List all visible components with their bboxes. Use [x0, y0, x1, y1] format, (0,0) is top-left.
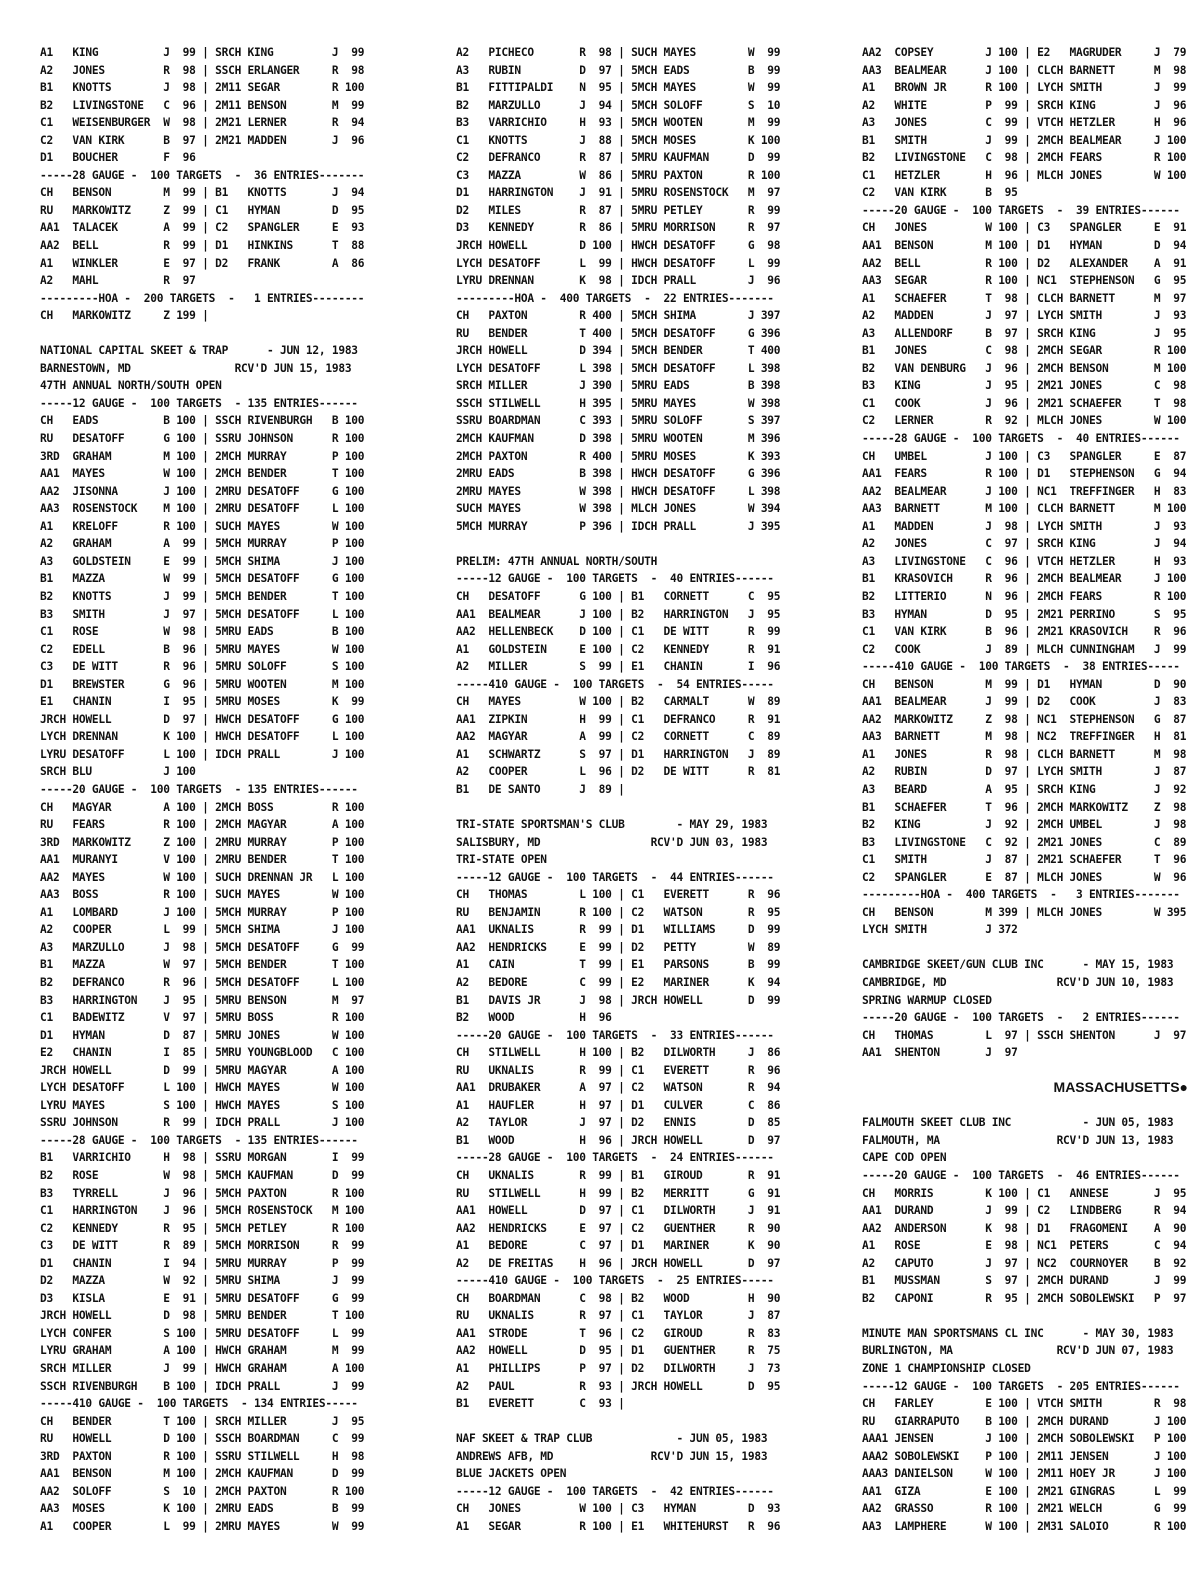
event-header-line: -----20 GAUGE - 100 TARGETS - 135 ENTRIES------: [40, 782, 358, 796]
result-row: A2 WHITE P 99 | SRCH KING J 96: [862, 98, 1187, 112]
event-header-line: -----28 GAUGE - 100 TARGETS - 36 ENTRIES-------: [40, 168, 365, 182]
result-row: A1 KRELOFF R 100 | SUCH MAYES W 100: [40, 519, 365, 533]
result-row: JRCH HOWELL D 99 | 5MRU MAGYAR A 100: [40, 1063, 365, 1077]
result-row: AA2 SOLOFF S 10 | 2MCH PAXTON R 100: [40, 1484, 365, 1498]
result-row: A1 WINKLER E 97 | D2 FRANK A 86: [40, 256, 365, 270]
result-row: D1 HYMAN D 87 | 5MRU JONES W 100: [40, 1028, 365, 1042]
result-row: LYCH SMITH J 372: [862, 923, 1018, 937]
result-row: C2 COOK J 89 | MLCH CUNNINGHAM J 99: [862, 642, 1187, 656]
result-row: B3 TYRRELL J 96 | 5MCH PAXTON R 100: [40, 1186, 365, 1200]
result-row: LYCH DESATOFF L 100 | HWCH MAYES W 100: [40, 1081, 365, 1095]
club-date-line: TRI-STATE SPORTSMAN'S CLUB - MAY 29, 1983: [456, 818, 768, 832]
result-row: JRCH HOWELL D 98 | 5MRU BENDER T 100: [40, 1309, 365, 1323]
result-row: RU STILWELL H 99 | B2 MERRITT G 91: [456, 1186, 781, 1200]
result-row: AA1 UKNALIS R 99 | D1 WILLIAMS D 99: [456, 923, 781, 937]
result-row: D2 MILES R 87 | 5MRU PETLEY R 99: [456, 203, 781, 217]
result-row: LYCH DRENNAN K 100 | HWCH DESATOFF L 100: [40, 730, 365, 744]
result-row: AA2 HENDRICKS E 97 | C2 GUENTHER R 90: [456, 1221, 781, 1235]
club-date-line: ANDREWS AFB, MD RCV'D JUN 15, 1983: [456, 1449, 768, 1463]
section-gap: [456, 799, 788, 817]
result-row: C3 DE WITT R 96 | 5MRU SOLOFF S 100: [40, 660, 365, 674]
result-row: CH MAYES W 100 | B2 CARMALT W 89: [456, 695, 781, 709]
result-row: B1 DE SANTO J 89 |: [456, 782, 625, 796]
result-row: C3 MAZZA W 86 | 5MRU PAXTON R 100: [456, 168, 781, 182]
result-row: C2 KENNEDY R 95 | 5MCH PETLEY R 100: [40, 1221, 365, 1235]
results-column-left: [40, 44, 386, 1535]
result-row: AA1 DRUBAKER A 97 | C2 WATSON R 94: [456, 1081, 781, 1095]
event-header-line: -----20 GAUGE - 100 TARGETS - 2 ENTRIES------: [862, 1011, 1180, 1025]
result-row: B1 DAVIS JR J 98 | JRCH HOWELL D 99: [456, 993, 781, 1007]
result-row: C1 HARRINGTON J 96 | 5MCH ROSENSTOCK M 100: [40, 1204, 365, 1218]
event-header-line: -----20 GAUGE - 100 TARGETS - 39 ENTRIES------: [862, 203, 1180, 217]
result-row: A2 JONES C 97 | SRCH KING J 94: [862, 537, 1187, 551]
result-row: C2 VAN KIRK B 97 | 2M21 MADDEN J 96: [40, 133, 365, 147]
result-row: B1 MUSSMAN S 97 | 2MCH DURAND J 99: [862, 1274, 1187, 1288]
result-row: AA1 ZIPKIN H 99 | C1 DEFRANCO R 91: [456, 712, 781, 726]
event-header-line: -----28 GAUGE - 100 TARGETS - 24 ENTRIES------: [456, 1151, 774, 1165]
result-row: D3 KISLA E 91 | 5MRU DESATOFF G 99: [40, 1291, 365, 1305]
result-row: AA2 COPSEY J 100 | E2 MAGRUDER J 79: [862, 46, 1187, 59]
result-row: D2 MAZZA W 92 | 5MRU SHIMA J 99: [40, 1274, 365, 1288]
result-row: B1 VARRICHIO H 98 | SSRU MORGAN I 99: [40, 1151, 365, 1165]
club-date-line: MINUTE MAN SPORTSMANS CL INC - MAY 30, 1983: [862, 1326, 1174, 1340]
section-gap: [862, 939, 1188, 957]
result-row: A1 COOPER L 99 | 2MRU MAYES W 99: [40, 1519, 365, 1533]
result-row: LYRU GRAHAM A 100 | HWCH GRAHAM M 99: [40, 1344, 365, 1358]
result-row: AA2 MAYES W 100 | SUCH DRENNAN JR L 100: [40, 870, 365, 884]
result-row: C2 DEFRANCO R 87 | 5MRU KAUFMAN D 99: [456, 151, 781, 165]
result-row: AA3 BOSS R 100 | SUCH MAYES W 100: [40, 888, 365, 902]
result-row: AA3 MOSES K 100 | 2MRU EADS B 99: [40, 1502, 365, 1516]
result-row: AA2 HENDRICKS E 99 | D2 PETTY W 89: [456, 940, 781, 954]
result-row: A2 JONES R 98 | SSCH ERLANGER R 98: [40, 63, 365, 77]
event-header-line: -----20 GAUGE - 100 TARGETS - 46 ENTRIES------: [862, 1169, 1180, 1182]
result-row: A2 BEDORE C 99 | E2 MARINER K 94: [456, 975, 781, 989]
result-row: B2 MARZULLO J 94 | 5MCH SOLOFF S 10: [456, 98, 781, 112]
section-gap: [862, 1097, 1188, 1115]
result-row: AA1 HOWELL D 97 | C1 DILWORTH J 91: [456, 1204, 781, 1218]
result-row: A1 SEGAR R 100 | E1 WHITEHURST R 96: [456, 1519, 781, 1533]
event-header-line: -----20 GAUGE - 100 TARGETS - 33 ENTRIES------: [456, 1028, 774, 1042]
result-row: A2 CAPUTO J 97 | NC2 COURNOYER B 92: [862, 1256, 1187, 1270]
result-row: LYRU MAYES S 100 | HWCH MAYES S 100: [40, 1098, 365, 1112]
result-row: SRCH MILLER J 390 | 5MRU EADS B 398: [456, 379, 781, 393]
result-row: B3 LIVINGSTONE C 92 | 2M21 JONES C 89: [862, 835, 1187, 849]
result-row: AA1 BEALMEAR J 99 | D2 COOK J 83: [862, 695, 1187, 709]
result-row: SSRU BOARDMAN C 393 | 5MRU SOLOFF S 397: [456, 414, 781, 428]
results-column-right: [862, 44, 1188, 1535]
result-row: SRCH BLU J 100: [40, 765, 196, 779]
result-row: CH PAXTON R 400 | 5MCH SHIMA J 397: [456, 309, 781, 323]
result-row: C1 BADEWITZ V 97 | 5MRU BOSS R 100: [40, 1011, 365, 1025]
result-row: SRCH MILLER J 99 | HWCH GRAHAM A 100: [40, 1362, 365, 1376]
result-row: A1 HAUFLER H 97 | D1 CULVER C 86: [456, 1098, 781, 1112]
result-row: A2 COOPER L 96 | D2 DE WITT R 81: [456, 765, 781, 779]
result-row: AA2 MARKOWITZ Z 98 | NC1 STEPHENSON G 87: [862, 712, 1187, 726]
result-row: AA1 FEARS R 100 | D1 STEPHENSON G 94: [862, 467, 1187, 481]
result-row: 2MRU MAYES W 398 | HWCH DESATOFF L 398: [456, 484, 781, 498]
result-row: AA1 BEALMEAR J 100 | B2 HARRINGTON J 95: [456, 607, 781, 621]
state-heading: MASSACHUSETTS●: [1053, 1079, 1188, 1096]
result-row: CAPE COD OPEN: [862, 1151, 947, 1165]
results-column-middle: [456, 44, 788, 1535]
result-row: D1 CHANIN I 94 | 5MRU MURRAY P 99: [40, 1256, 365, 1270]
result-row: AAA2 SOBOLEWSKI P 100 | 2M11 JENSEN J 100: [862, 1449, 1187, 1463]
result-row: B1 EVERETT C 93 |: [456, 1397, 625, 1411]
result-row: AA1 BENSON M 100 | 2MCH KAUFMAN D 99: [40, 1467, 365, 1481]
result-row: A2 GRAHAM A 99 | 5MCH MURRAY P 100: [40, 537, 365, 551]
result-row: A3 BEARD A 95 | SRCH KING J 92: [862, 782, 1187, 796]
result-row: B2 VAN DENBURG J 96 | 2MCH BENSON M 100: [862, 361, 1187, 375]
result-row: A3 JONES C 99 | VTCH HETZLER H 96: [862, 116, 1187, 130]
result-row: A3 MARZULLO J 98 | 5MCH DESATOFF G 99: [40, 940, 365, 954]
result-row: AA2 BELL R 100 | D2 ALEXANDER A 91: [862, 256, 1187, 270]
result-row: C1 COOK J 96 | 2M21 SCHAEFER T 98: [862, 396, 1187, 410]
result-row: JRCH HOWELL D 100 | HWCH DESATOFF G 98: [456, 239, 781, 253]
shoot-title: SPRING WARMUP CLOSED: [862, 993, 992, 1007]
result-row: RU MARKOWITZ Z 99 | C1 HYMAN D 95: [40, 203, 365, 217]
result-row: 3RD MARKOWITZ Z 100 | 2MRU MURRAY P 100: [40, 835, 365, 849]
shoot-title: TRI-STATE OPEN: [456, 853, 547, 867]
result-row: AA1 GIZA E 100 | 2M21 GINGRAS L 99: [862, 1484, 1187, 1498]
result-row: A1 BEDORE C 97 | D1 MARINER K 90: [456, 1239, 781, 1253]
result-row: C1 WEISENBURGER W 98 | 2M21 LERNER R 94: [40, 116, 365, 130]
result-row: A1 CAIN T 99 | E1 PARSONS B 99: [456, 958, 781, 972]
result-row: CH MAGYAR A 100 | 2MCH BOSS R 100: [40, 800, 365, 814]
result-row: RU DESATOFF G 100 | SSRU JOHNSON R 100: [40, 432, 365, 446]
result-row: LYCH CONFER S 100 | 5MRU DESATOFF L 99: [40, 1326, 365, 1340]
club-date-line: SALISBURY, MD RCV'D JUN 03, 1983: [456, 835, 768, 849]
result-row: E1 CHANIN I 95 | 5MRU MOSES K 99: [40, 695, 365, 709]
result-row: A1 LOMBARD J 100 | 5MCH MURRAY P 100: [40, 905, 365, 919]
result-row: A2 MADDEN J 97 | LYCH SMITH J 93: [862, 309, 1187, 323]
result-row: C1 KNOTTS J 88 | 5MCH MOSES K 100: [456, 133, 781, 147]
shoot-title: 47TH ANNUAL NORTH/SOUTH OPEN: [40, 379, 222, 393]
result-row: C2 LERNER R 92 | MLCH JONES W 100: [862, 414, 1187, 428]
result-row: CH BENSON M 99 | D1 HYMAN D 90: [862, 677, 1187, 691]
result-row: B1 FITTIPALDI N 95 | 5MCH MAYES W 99: [456, 81, 781, 95]
club-date-line: CAMBRIDGE, MD RCV'D JUN 10, 1983: [862, 975, 1174, 989]
result-row: B1 SCHAEFER T 96 | 2MCH MARKOWITZ Z 98: [862, 800, 1187, 814]
result-row: A3 RUBIN D 97 | 5MCH EADS B 99: [456, 63, 781, 77]
result-row: CH UMBEL J 100 | C3 SPANGLER E 87: [862, 449, 1187, 463]
result-row: B1 KRASOVICH R 96 | 2MCH BEALMEAR J 100: [862, 572, 1187, 586]
club-date-line: BARNESTOWN, MD RCV'D JUN 15, 1983: [40, 361, 352, 375]
result-row: AA2 BELL R 99 | D1 HINKINS T 88: [40, 239, 365, 253]
result-row: LYRU DRENNAN K 98 | IDCH PRALL J 96: [456, 274, 781, 288]
event-header-line: -----28 GAUGE - 100 TARGETS - 135 ENTRIES------: [40, 1133, 358, 1147]
result-row: B3 SMITH J 97 | 5MCH DESATOFF L 100: [40, 607, 365, 621]
section-gap: [456, 1413, 788, 1431]
result-row: AA1 STRODE T 96 | C2 GIROUD R 83: [456, 1326, 781, 1340]
result-row: AA3 LAMPHERE W 100 | 2M31 SALOIO R 100: [862, 1519, 1187, 1533]
event-header-line: -----410 GAUGE - 100 TARGETS - 134 ENTRIES-----: [40, 1397, 358, 1411]
result-row: CH BENDER T 100 | SRCH MILLER J 95: [40, 1414, 365, 1428]
result-row: JRCH HOWELL D 97 | HWCH DESATOFF G 100: [40, 712, 365, 726]
result-row: CH JONES W 100 | C3 HYMAN D 93: [456, 1502, 781, 1516]
result-row: B1 MAZZA W 99 | 5MCH DESATOFF G 100: [40, 572, 365, 586]
result-row: AAA3 DANIELSON W 100 | 2M11 HOEY JR J 100: [862, 1467, 1187, 1481]
section-gap: [862, 1062, 1188, 1080]
result-row: C1 SMITH J 87 | 2M21 SCHAEFER T 96: [862, 853, 1187, 867]
result-row: RU GIARRAPUTO B 100 | 2MCH DURAND J 100: [862, 1414, 1187, 1428]
result-row: SSRU JOHNSON R 99 | IDCH PRALL J 100: [40, 1116, 365, 1130]
event-header-line: -----28 GAUGE - 100 TARGETS - 40 ENTRIES------: [862, 432, 1180, 446]
result-row: AA2 ANDERSON K 98 | D1 FRAGOMENI A 90: [862, 1221, 1187, 1235]
result-row: A2 COOPER L 99 | 5MCH SHIMA J 100: [40, 923, 365, 937]
result-row: AA1 SHENTON J 97: [862, 1046, 1018, 1060]
event-header-line: -----12 GAUGE - 100 TARGETS - 40 ENTRIES------: [456, 572, 774, 586]
result-row: A1 MADDEN J 98 | LYCH SMITH J 93: [862, 519, 1187, 533]
event-header-line: -----12 GAUGE - 100 TARGETS - 135 ENTRIES------: [40, 396, 358, 410]
result-row: RU BENJAMIN R 100 | C2 WATSON R 95: [456, 905, 781, 919]
result-row: SSCH RIVENBURGH B 100 | IDCH PRALL J 99: [40, 1379, 365, 1393]
result-row: A1 GOLDSTEIN E 100 | C2 KENNEDY R 91: [456, 642, 781, 656]
event-header-line: -----410 GAUGE - 100 TARGETS - 25 ENTRIES-----: [456, 1274, 774, 1288]
event-header-line: -----12 GAUGE - 100 TARGETS - 42 ENTRIES------: [456, 1484, 774, 1498]
result-row: A2 MAHL R 97: [40, 274, 196, 288]
result-row: A1 KING J 99 | SRCH KING J 99: [40, 46, 365, 59]
result-row: AA3 SEGAR R 100 | NC1 STEPHENSON G 95: [862, 274, 1187, 288]
result-row: B3 HYMAN D 95 | 2M21 PERRINO S 95: [862, 607, 1187, 621]
result-row: RU FEARS R 100 | 2MCH MAGYAR A 100: [40, 818, 365, 832]
result-row: RU UKNALIS R 97 | C1 TAYLOR J 87: [456, 1309, 781, 1323]
result-row: C2 EDELL B 96 | 5MRU MAYES W 100: [40, 642, 365, 656]
result-row: AA1 MURANYI V 100 | 2MRU BENDER T 100: [40, 853, 365, 867]
result-row: A1 SCHAEFER T 98 | CLCH BARNETT M 97: [862, 291, 1187, 305]
result-row: AA1 BENSON M 100 | D1 HYMAN D 94: [862, 239, 1187, 253]
result-row: RU BENDER T 400 | 5MCH DESATOFF G 396: [456, 326, 781, 340]
club-date-line: FALMOUTH SKEET CLUB INC - JUN 05, 1983: [862, 1116, 1174, 1130]
result-row: CH BENSON M 399 | MLCH JONES W 395: [862, 905, 1187, 919]
result-row: D3 KENNEDY R 86 | 5MRU MORRISON R 97: [456, 221, 781, 235]
result-row: B2 LIVINGSTONE C 96 | 2M11 BENSON M 99: [40, 98, 365, 112]
result-row: AA2 JISONNA J 100 | 2MRU DESATOFF G 100: [40, 484, 365, 498]
result-row: 5MCH MURRAY P 396 | IDCH PRALL J 395: [456, 519, 781, 533]
result-row: A1 ROSE E 98 | NC1 PETERS C 94: [862, 1239, 1187, 1253]
result-row: AA2 BEALMEAR J 100 | NC1 TREFFINGER H 83: [862, 484, 1187, 498]
result-row: B1 JONES C 98 | 2MCH SEGAR R 100: [862, 344, 1187, 358]
event-header-line: ---------HOA - 200 TARGETS - 1 ENTRIES--------: [40, 291, 365, 305]
section-gap: [456, 535, 788, 553]
result-row: A2 PAUL R 93 | JRCH HOWELL D 95: [456, 1379, 781, 1393]
result-row: B1 SMITH J 99 | 2MCH BEALMEAR J 100: [862, 133, 1187, 147]
result-row: B2 DEFRANCO R 96 | 5MCH DESATOFF L 100: [40, 975, 365, 989]
result-row: AA3 BEALMEAR J 100 | CLCH BARNETT M 98: [862, 63, 1187, 77]
result-row: A2 MILLER S 99 | E1 CHANIN I 96: [456, 660, 781, 674]
result-row: CH EADS B 100 | SSCH RIVENBURGH B 100: [40, 414, 365, 428]
result-row: CH DESATOFF G 100 | B1 CORNETT C 95: [456, 589, 781, 603]
club-date-line: NAF SKEET & TRAP CLUB - JUN 05, 1983: [456, 1432, 768, 1446]
result-row: B3 KING J 95 | 2M21 JONES C 98: [862, 379, 1187, 393]
result-row: CH STILWELL H 100 | B2 DILWORTH J 86: [456, 1046, 781, 1060]
result-row: AA1 DURAND J 99 | C2 LINDBERG R 94: [862, 1204, 1187, 1218]
event-header-line: ---------HOA - 400 TARGETS - 22 ENTRIES-------: [456, 291, 774, 305]
result-row: D1 BREWSTER G 96 | 5MRU WOOTEN M 100: [40, 677, 365, 691]
result-row: CH FARLEY E 100 | VTCH SMITH R 98: [862, 1397, 1187, 1411]
result-row: SUCH MAYES W 398 | MLCH JONES W 394: [456, 502, 781, 516]
result-row: C1 VAN KIRK B 96 | 2M21 KRASOVICH R 96: [862, 625, 1187, 639]
result-row: A2 RUBIN D 97 | LYCH SMITH J 87: [862, 765, 1187, 779]
result-row: CH BENSON M 99 | B1 KNOTTS J 94: [40, 186, 365, 200]
result-row: 2MCH PAXTON R 400 | 5MRU MOSES K 393: [456, 449, 781, 463]
result-row: A2 TAYLOR J 97 | D2 ENNIS D 85: [456, 1116, 781, 1130]
event-header-line: ---------HOA - 400 TARGETS - 3 ENTRIES-------: [862, 888, 1180, 902]
result-row: B2 KING J 92 | 2MCH UMBEL J 98: [862, 818, 1187, 832]
result-row: 2MCH KAUFMAN D 398 | 5MRU WOOTEN M 396: [456, 432, 781, 446]
club-date-line: BURLINGTON, MA RCV'D JUN 07, 1983: [862, 1344, 1174, 1358]
result-row: SSCH STILWELL H 395 | 5MRU MAYES W 398: [456, 396, 781, 410]
result-row: AA2 HOWELL D 95 | D1 GUENTHER R 75: [456, 1344, 781, 1358]
result-row: CH BOARDMAN C 98 | B2 WOOD H 90: [456, 1291, 781, 1305]
result-row: A1 PHILLIPS P 97 | D2 DILWORTH J 73: [456, 1362, 781, 1376]
result-row: AA3 BARNETT M 98 | NC2 TREFFINGER H 81: [862, 730, 1187, 744]
result-row: JRCH HOWELL D 394 | 5MCH BENDER T 400: [456, 344, 781, 358]
result-row: AA2 MAGYAR A 99 | C2 CORNETT C 89: [456, 730, 781, 744]
result-row: LYRU DESATOFF L 100 | IDCH PRALL J 100: [40, 747, 365, 761]
result-row: A1 JONES R 98 | CLCH BARNETT M 98: [862, 747, 1187, 761]
result-row: A2 PICHECO R 98 | SUCH MAYES W 99: [456, 46, 781, 59]
result-row: B3 HARRINGTON J 95 | 5MRU BENSON M 97: [40, 993, 365, 1007]
result-row: CH MARKOWITZ Z 199 |: [40, 309, 209, 323]
result-row: CH THOMAS L 97 | SSCH SHENTON J 97: [862, 1028, 1187, 1042]
result-row: AA1 MAYES W 100 | 2MCH BENDER T 100: [40, 467, 365, 481]
result-row: 3RD PAXTON R 100 | SSRU STILWELL H 98: [40, 1449, 365, 1463]
event-header-line: -----12 GAUGE - 100 TARGETS - 44 ENTRIES------: [456, 870, 774, 884]
result-row: BLUE JACKETS OPEN: [456, 1467, 567, 1481]
result-row: AA3 BARNETT M 100 | CLCH BARNETT M 100: [862, 502, 1187, 516]
result-row: CH MORRIS K 100 | C1 ANNESE J 95: [862, 1186, 1187, 1200]
result-row: LYCH DESATOFF L 99 | HWCH DESATOFF L 99: [456, 256, 781, 270]
event-header-line: -----12 GAUGE - 100 TARGETS - 205 ENTRIES------: [862, 1379, 1180, 1393]
result-row: AA1 TALACEK A 99 | C2 SPANGLER E 93: [40, 221, 365, 235]
result-row: B2 WOOD H 96: [456, 1011, 612, 1025]
result-row: C3 DE WITT R 89 | 5MCH MORRISON R 99: [40, 1239, 365, 1253]
result-row: A2 DE FREITAS H 96 | JRCH HOWELL D 97: [456, 1256, 781, 1270]
result-row: E2 CHANIN I 85 | 5MRU YOUNGBLOOD C 100: [40, 1046, 365, 1060]
result-row: B1 KNOTTS J 98 | 2M11 SEGAR R 100: [40, 81, 365, 95]
result-row: C1 ROSE W 98 | 5MRU EADS B 100: [40, 625, 365, 639]
result-row: B3 VARRICHIO H 93 | 5MCH WOOTEN M 99: [456, 116, 781, 130]
club-date-line: FALMOUTH, MA RCV'D JUN 13, 1983: [862, 1133, 1174, 1147]
result-row: B2 LIVINGSTONE C 98 | 2MCH FEARS R 100: [862, 151, 1187, 165]
club-date-line: NATIONAL CAPITAL SKEET & TRAP - JUN 12, 1983: [40, 344, 358, 358]
result-row: LYCH DESATOFF L 398 | 5MCH DESATOFF L 398: [456, 361, 781, 375]
result-row: RU UKNALIS R 99 | C1 EVERETT R 96: [456, 1063, 781, 1077]
result-row: B2 KNOTTS J 99 | 5MCH BENDER T 100: [40, 589, 365, 603]
result-row: B1 WOOD H 96 | JRCH HOWELL D 97: [456, 1133, 781, 1147]
result-row: RU HOWELL D 100 | SSCH BOARDMAN C 99: [40, 1432, 365, 1446]
result-row: A3 LIVINGSTONE C 96 | VTCH HETZLER H 93: [862, 554, 1187, 568]
shoot-title: ZONE 1 CHAMPIONSHIP CLOSED: [862, 1362, 1031, 1376]
result-row: C2 VAN KIRK B 95: [862, 186, 1018, 200]
event-header-line: -----410 GAUGE - 100 TARGETS - 54 ENTRIES-----: [456, 677, 774, 691]
result-row: B2 CAPONI R 95 | 2MCH SOBOLEWSKI P 97: [862, 1291, 1187, 1305]
shoot-title: PRELIM: 47TH ANNUAL NORTH/SOUTH: [456, 554, 658, 568]
result-row: C2 SPANGLER E 87 | MLCH JONES W 96: [862, 870, 1187, 884]
result-row: A3 ALLENDORF B 97 | SRCH KING J 95: [862, 326, 1187, 340]
event-header-line: -----410 GAUGE - 100 TARGETS - 38 ENTRIES-----: [862, 660, 1180, 674]
result-row: 3RD GRAHAM M 100 | 2MCH MURRAY P 100: [40, 449, 365, 463]
result-row: C1 HETZLER H 96 | MLCH JONES W 100: [862, 168, 1187, 182]
result-row: AA3 ROSENSTOCK M 100 | 2MRU DESATOFF L 100: [40, 502, 365, 516]
result-row: A3 GOLDSTEIN E 99 | 5MCH SHIMA J 100: [40, 554, 365, 568]
result-row: 2MRU EADS B 398 | HWCH DESATOFF G 396: [456, 467, 781, 481]
result-row: A1 SCHWARTZ S 97 | D1 HARRINGTON J 89: [456, 747, 781, 761]
result-row: B1 MAZZA W 97 | 5MCH BENDER T 100: [40, 958, 365, 972]
section-gap: [40, 325, 386, 343]
result-row: A1 BROWN JR R 100 | LYCH SMITH J 99: [862, 81, 1187, 95]
section-gap: [862, 1307, 1188, 1325]
result-row: AA2 HELLENBECK D 100 | C1 DE WITT R 99: [456, 625, 781, 639]
result-row: CH JONES W 100 | C3 SPANGLER E 91: [862, 221, 1187, 235]
club-date-line: CAMBRIDGE SKEET/GUN CLUB INC - MAY 15, 1983: [862, 958, 1174, 972]
result-row: AAA1 JENSEN J 100 | 2MCH SOBOLEWSKI P 100: [862, 1432, 1187, 1446]
result-row: D1 BOUCHER F 96: [40, 151, 196, 165]
result-row: CH THOMAS L 100 | C1 EVERETT R 96: [456, 888, 781, 902]
result-row: CH UKNALIS R 99 | B1 GIROUD R 91: [456, 1169, 781, 1182]
result-row: B2 LITTERIO N 96 | 2MCH FEARS R 100: [862, 589, 1187, 603]
result-row: AA2 GRASSO R 100 | 2M21 WELCH G 99: [862, 1502, 1187, 1516]
result-row: D1 HARRINGTON J 91 | 5MRU ROSENSTOCK M 97: [456, 186, 781, 200]
result-row: B2 ROSE W 98 | 5MCH KAUFMAN D 99: [40, 1169, 365, 1182]
